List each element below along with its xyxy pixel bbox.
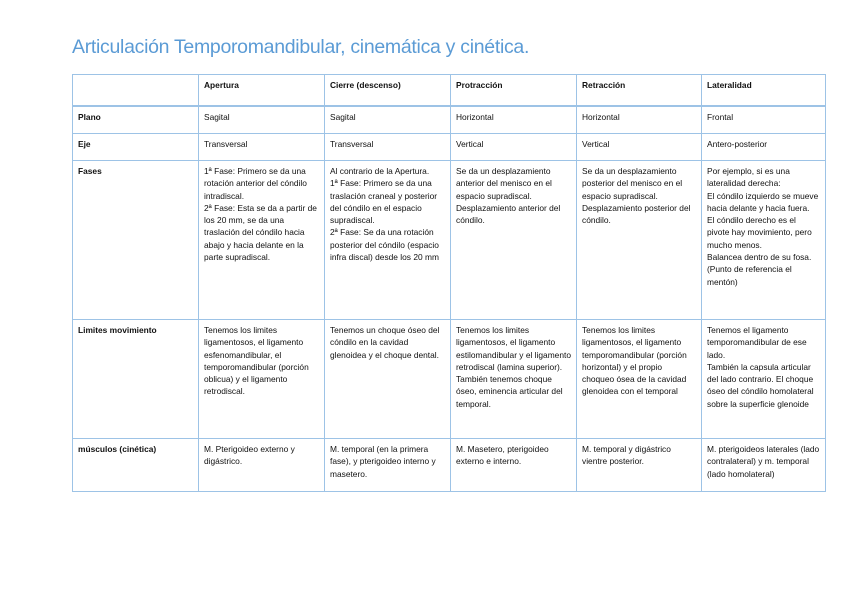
table-cell: Al contrario de la Apertura. 1ª Fase: Primero se da una traslación craneal y posterior del cóndilo en el espacio supradiscal. 2ª Fase: Se da una rotación posterior del cóndilo (espacio infra discal) desde los 20 mm bbox=[325, 161, 451, 320]
header-protraccion: Protracción bbox=[451, 75, 577, 107]
table-cell: M. Masetero, pterigoideo externo e interno. bbox=[451, 439, 577, 492]
table-cell: Se da un desplazamiento posterior del menisco en el espacio supradiscal. Desplazamiento posterior del cóndilo. bbox=[577, 161, 702, 320]
header-apertura: Apertura bbox=[199, 75, 325, 107]
table-cell: Sagital bbox=[199, 106, 325, 134]
table-cell: Tenemos un choque óseo del cóndilo en la cavidad glenoidea y el choque dental. bbox=[325, 320, 451, 439]
table-row bbox=[73, 134, 826, 161]
table-row bbox=[73, 439, 826, 492]
kinematics-table bbox=[72, 74, 826, 492]
header-cierre: Cierre (descenso) bbox=[325, 75, 451, 107]
table-cell: Vertical bbox=[451, 134, 577, 161]
table-cell: M. Pterigoideo externo y digástrico. bbox=[199, 439, 325, 492]
table-cell: 1ª Fase: Primero se da una rotación anterior del cóndilo intradiscal. 2ª Fase: Esta se da a partir de los 20 mm, se da una traslación del cóndilo hacia abajo y hacia delante en la parte supradiscal. bbox=[199, 161, 325, 320]
row-label: Plano bbox=[73, 106, 199, 134]
table-cell: Horizontal bbox=[577, 106, 702, 134]
table-cell: Transversal bbox=[325, 134, 451, 161]
row-label: Limites movimiento bbox=[73, 320, 199, 439]
table-cell: M. temporal (en la primera fase), y pterigoideo interno y masetero. bbox=[325, 439, 451, 492]
table-row bbox=[73, 106, 826, 134]
table-cell: Vertical bbox=[577, 134, 702, 161]
table-cell: Tenemos los limites ligamentosos, el ligamento temporomandibular (porción horizontal) y el propio choqueo ósea de la cavidad glenoidea con el temporal bbox=[577, 320, 702, 439]
page-title: Articulación Temporomandibular, cinemática y cinética. bbox=[72, 36, 530, 58]
table-cell: M. pterigoideos laterales (lado contralateral) y m. temporal (lado homolateral) bbox=[702, 439, 826, 492]
table-cell: M. temporal y digástrico vientre posterior. bbox=[577, 439, 702, 492]
table-row bbox=[73, 320, 826, 439]
table-cell: Sagital bbox=[325, 106, 451, 134]
table-cell: Tenemos los limites ligamentosos, el ligamento esfenomandibular, el temporomandibular (porción oblicua) y el ligamento retrodiscal. bbox=[199, 320, 325, 439]
table-cell: Antero-posterior bbox=[702, 134, 826, 161]
header-corner bbox=[73, 75, 199, 107]
table-cell: Frontal bbox=[702, 106, 826, 134]
row-label: Eje bbox=[73, 134, 199, 161]
table-row bbox=[73, 161, 826, 320]
header-retraccion: Retracción bbox=[577, 75, 702, 107]
header-lateralidad: Lateralidad bbox=[702, 75, 826, 107]
table-header-row bbox=[73, 75, 826, 107]
row-label: músculos (cinética) bbox=[73, 439, 199, 492]
table-cell: Se da un desplazamiento anterior del menisco en el espacio supradiscal. Desplazamiento anterior del cóndilo. bbox=[451, 161, 577, 320]
row-label: Fases bbox=[73, 161, 199, 320]
table-cell: Por ejemplo, si es una lateralidad derecha: El cóndilo izquierdo se mueve hacia delante y hacia fuera. El cóndilo derecho es el pivote hay movimiento, pero mucho menos. Balancea dentro de su fosa. (Punto de referencia el mentón) bbox=[702, 161, 826, 320]
table-cell: Horizontal bbox=[451, 106, 577, 134]
table-cell: Transversal bbox=[199, 134, 325, 161]
table-cell: Tenemos los limites ligamentosos, el ligamento estilomandibular y el ligamento retrodiscal (lamina superior). También tenemos choque óseo, eminencia articular del temporal. bbox=[451, 320, 577, 439]
table-cell: Tenemos el ligamento temporomandibular de ese lado. También la capsula articular del lado contrario. El choque óseo del cóndilo homolateral sobre la superficie glenoide bbox=[702, 320, 826, 439]
